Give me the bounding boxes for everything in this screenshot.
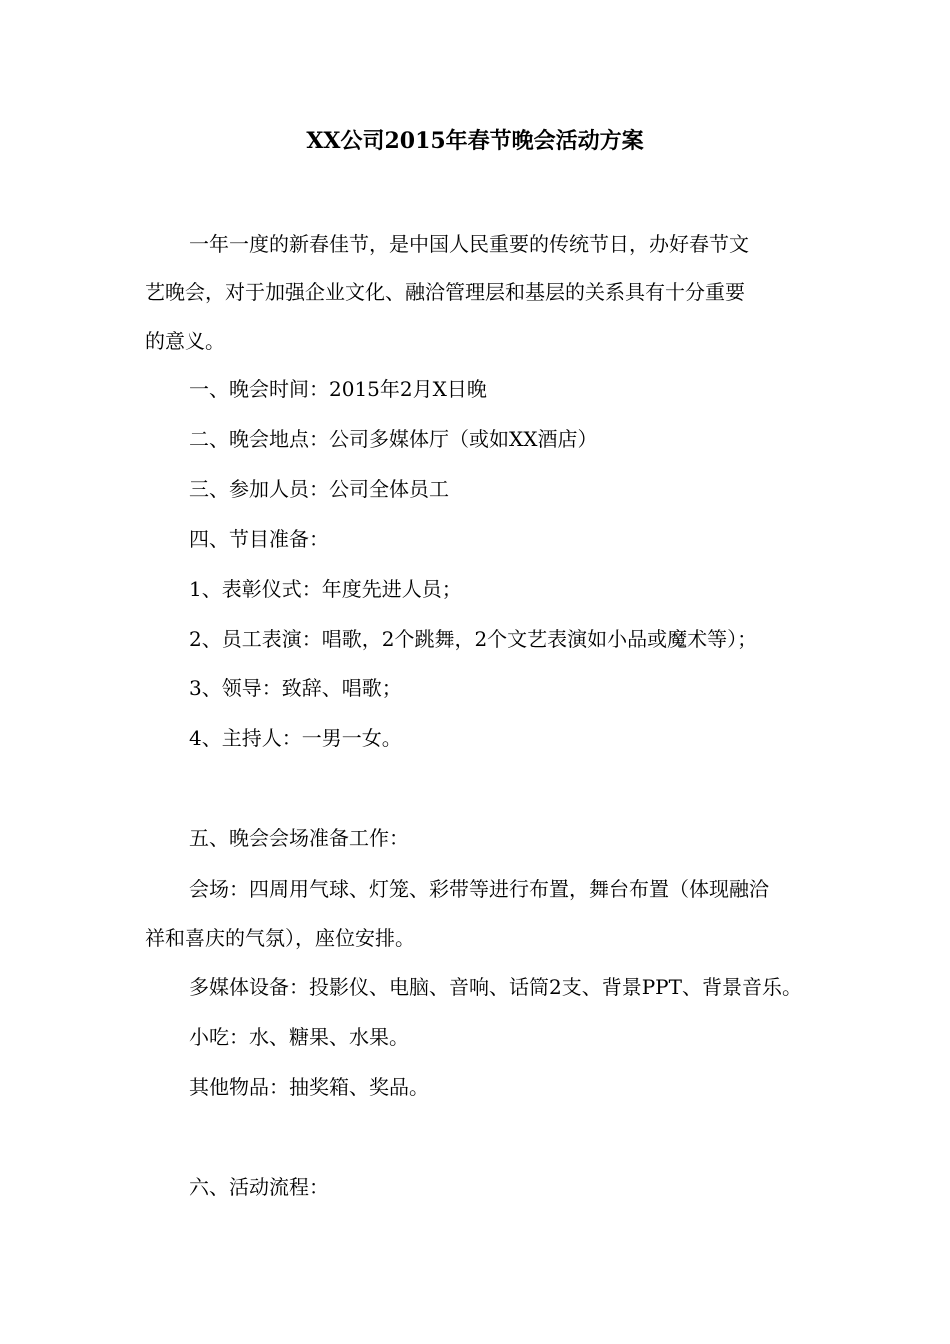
program-item: 3、领导：致辞、唱歌； xyxy=(189,676,402,700)
program-item: 4、主持人：一男一女。 xyxy=(189,726,402,750)
section-venue-heading: 五、晚会会场准备工作： xyxy=(189,826,409,850)
intro-line-2: 艺晚会，对于加强企业文化、融洽管理层和基层的关系具有十分重要 xyxy=(145,280,745,304)
program-item: 1、表彰仪式：年度先进人员； xyxy=(189,577,462,601)
section-time: 一、晚会时间：2015年2月X日晚 xyxy=(189,377,487,401)
program-item: 2、员工表演：唱歌，2个跳舞，2个文艺表演如小品或魔术等）； xyxy=(189,627,758,651)
section-participants: 三、参加人员：公司全体员工 xyxy=(189,477,449,501)
venue-multimedia: 多媒体设备：投影仪、电脑、音响、话筒2支、背景PPT、背景音乐。 xyxy=(189,975,802,999)
section-place: 二、晚会地点：公司多媒体厅（或如XX酒店） xyxy=(189,427,598,451)
venue-others: 其他物品：抽奖箱、奖品。 xyxy=(189,1075,429,1099)
section-process-heading: 六、活动流程： xyxy=(189,1175,329,1199)
venue-hall-line-1: 会场：四周用气球、灯笼、彩带等进行布置，舞台布置（体现融洽 xyxy=(189,877,769,901)
intro-line-1: 一年一度的新春佳节，是中国人民重要的传统节日，办好春节文 xyxy=(189,232,749,256)
intro-line-3: 的意义。 xyxy=(145,329,225,353)
document-title: XX公司2015年春节晚会活动方案 xyxy=(306,128,644,154)
venue-hall-line-2: 祥和喜庆的气氛），座位安排。 xyxy=(145,926,415,950)
section-program-heading: 四、节目准备： xyxy=(189,527,329,551)
venue-snacks: 小吃：水、糖果、水果。 xyxy=(189,1025,409,1049)
